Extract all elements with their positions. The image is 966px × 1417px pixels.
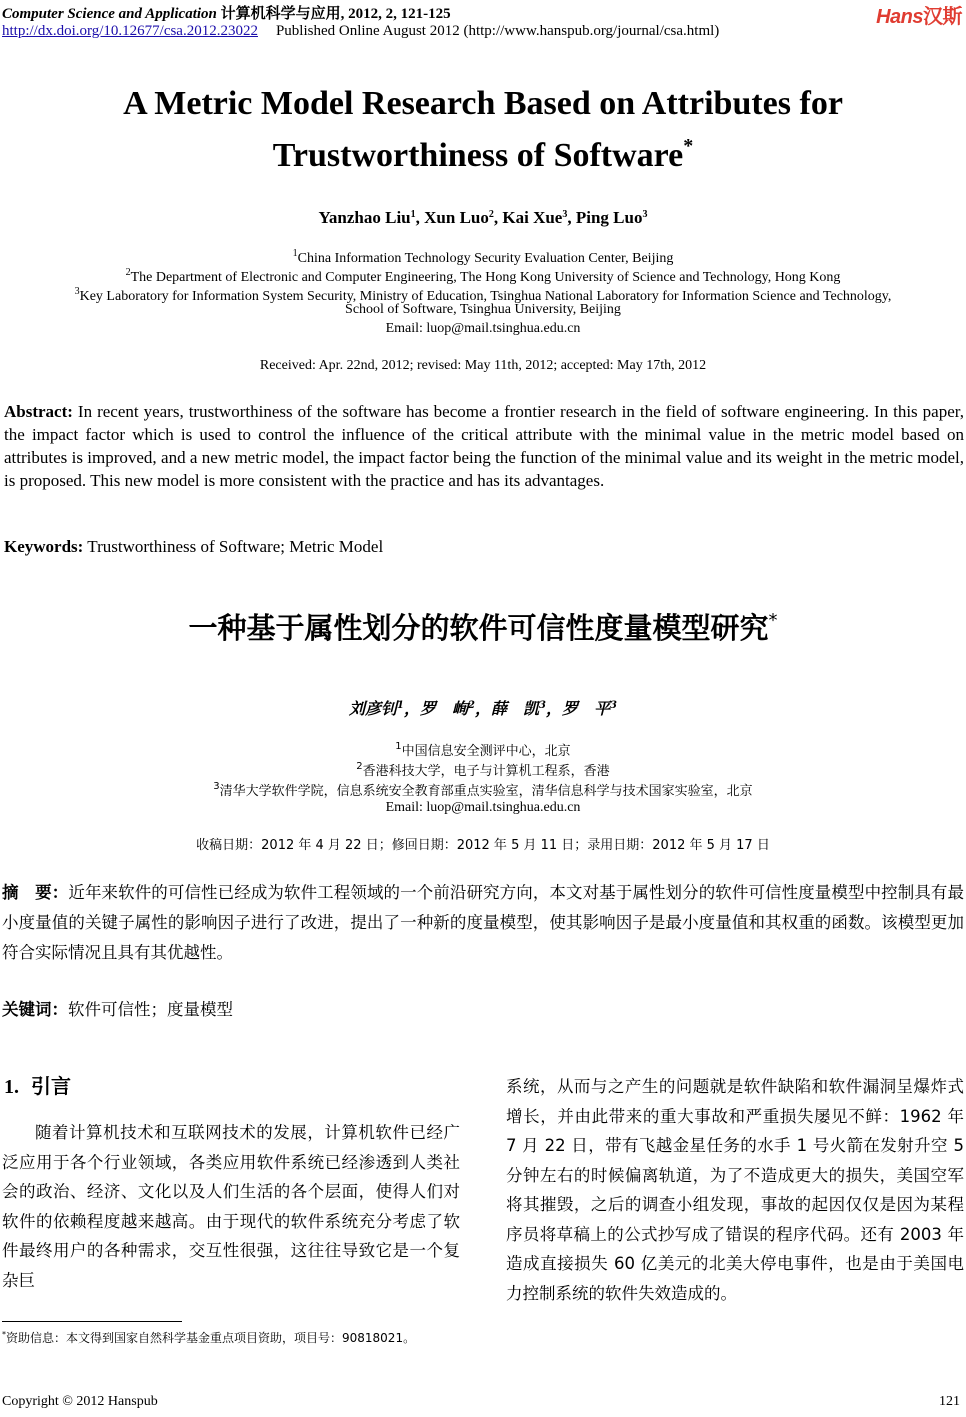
cn-affiliation-1: $^1$中国信息安全测评中心，北京 [395,741,571,759]
author-separator: ， [403,699,420,718]
section-title: 引言 [31,1074,71,1098]
keywords-label: Keywords: [4,537,84,556]
abstract-text: In recent years, trustworthiness of the software has become a frontier research in the field of software engineering. In this paper, the impact factor which is used to control the influence of the critical attribute with the minimal value in the metric model based on attributes is improved, and a new metric model, the impact factor being the function of the minimal value and its weight in the metric model, is proposed. This new model is more consistent with the practice and has its advantages. [4,402,964,490]
author-affil-mark: 1 [397,700,404,711]
email: Email: luop@mail.tsinghua.edu.cn [385,321,581,336]
author-affil-mark: 3 [610,700,617,711]
journal-name-cn: 计算机科学与应用 [220,6,341,22]
author-name: Kai Xue [502,208,563,227]
cn-title-footnote-mark: * [768,610,778,631]
published-online: Published Online August 2012 (http://www.hanspub.org/journal/csa.html) [275,23,720,39]
copyright: Copyright © 2012 Hanspub [2,1394,158,1409]
journal-name-en: Computer Science and Application [2,6,217,22]
affiliation-3-cont: School of Software, Tsinghua University, Beijing [345,302,621,317]
cn-email: Email: luop@mail.tsinghua.edu.cn [385,800,581,815]
cn-received-dates: 收稿日期：2012 年 4 月 22 日；修回日期：2012 年 5 月 11 日；录用日期：2012 年 5 月 17 日 [196,838,770,853]
abstract-label: Abstract: [4,402,73,421]
author-affil-mark: 2 [468,700,475,711]
author-separator: ， [545,699,562,718]
keywords [4,537,383,557]
author-separator: ， [474,699,491,718]
author-name: Xun Luo [424,208,489,227]
cn-affiliation-2: $^2$香港科技大学，电子与计算机工程系，香港 [356,761,610,779]
publisher-logo: Hans汉斯 [876,6,962,28]
cn-abstract-label: 摘 要： [2,883,69,902]
cn-abstract-text: 近年来软件的可信性已经成为软件工程领域的一个前沿研究方向，本文对基于属性划分的软件可信性度量模型中控制具有最小度量值的关键子属性的影响因子进行了改进，提出了一种新的度量模型，使其影响因子是最小度量值和其权重的函数。该模型更加符合实际情况且具有其优越性。 [2,883,965,962]
author-name: 薛 凯 [491,699,540,718]
author-affil-mark: 1 [410,209,416,220]
section-heading [4,1070,71,1099]
abstract [4,400,964,492]
section-number: 1. [4,1076,19,1098]
footnote: *资助信息：本文得到国家自然科学基金重点项目资助，项目号：90818021。 [2,1330,416,1345]
paper-title [0,83,966,177]
cn-abstract [2,878,964,968]
affiliation-3: $^3$Key Laboratory for Information System Security, Ministry of Education, Tsinghua National Laboratory for Information Science and Technology, [74,286,892,304]
body-column-right: 系统，从而与之产生的问题就是软件缺陷和软件漏洞呈爆炸式增长，并由此带来的重大事故和严重损失屡见不鲜：1962 年 7 月 22 日，带有飞越金星任务的水手 1 号火箭在发射升空 5 分钟左右的时候偏离轨道，为了不造成更大的损失，美国空军将其摧毁，之后的调查小组发现，事故的起因仅仅是因为某程序员将草稿上的公式抄写成了错误的程序代码。还有 2003 年造成直接损失 60 亿美元的北美大停电事件，也是由于美国电力控制系统的软件失效造成的。 [506,1077,964,1303]
affiliation-1: $^1$China Information Technology Security Evaluation Center, Beijing [292,248,674,266]
cn-keywords-label: 关键词： [2,1000,68,1019]
author-list [0,208,966,228]
author-separator: , [415,208,425,227]
title-line-2: Trustworthiness of Software [272,137,684,174]
author-separator: , [493,208,503,227]
doi-link[interactable]: http://dx.doi.org/10.12677/csa.2012.23022 [2,23,258,39]
journal-volume: , 2012, 2, 121-125 [340,6,451,22]
author-separator: , [567,208,576,227]
title-footnote-mark: * [683,135,694,157]
body-column-left: 随着计算机技术和互联网技术的发展，计算机软件已经广泛应用于各个行业领域，各类应用软件系统已经渗透到人类社会的政治、经济、文化以及人们生活的各个层面，使得人们对软件的依赖程度越来越高。由于现代的软件系统充分考虑了软件最终用户的各种需求，交互性很强，这往往导致它是一个复杂巨 [2,1123,460,1290]
keywords-text: Trustworthiness of Software; Metric Model [87,537,384,556]
author-affil-mark: 2 [488,209,494,220]
author-affil-mark: 3 [642,209,648,220]
footnote-rule [2,1321,182,1322]
cn-author-list [0,696,966,719]
author-name: Ping Luo [575,208,643,227]
author-affil-mark: 3 [562,209,568,220]
author-name: 刘彦钊 [349,699,398,718]
doi-line [2,23,719,40]
received-dates: Received: Apr. 22nd, 2012; revised: May 11th, 2012; accepted: May 17th, 2012 [259,358,707,373]
author-affil-mark: 3 [539,700,546,711]
cn-keywords-text: 软件可信性；度量模型 [68,1000,233,1019]
author-name: 罗 峋 [420,699,469,718]
author-name: 罗 平 [562,699,611,718]
cn-keywords [2,996,233,1020]
page-number: 121 [939,1394,960,1409]
title-line-1: A Metric Model Research Based on Attributes for [123,85,843,122]
affiliation-2: $^2$The Department of Electronic and Computer Engineering, The Hong Kong University of Science and Technology, Hong Kong [125,267,841,285]
cn-title: 一种基于属性划分的软件可信性度量模型研究* [188,610,778,645]
author-name: Yanzhao Liu [318,208,411,227]
journal-header [2,2,451,23]
cn-affiliation-3: $^3$清华大学软件学院，信息系统安全教育部重点实验室，清华信息科学与技术国家实验室，北京 [213,781,753,799]
